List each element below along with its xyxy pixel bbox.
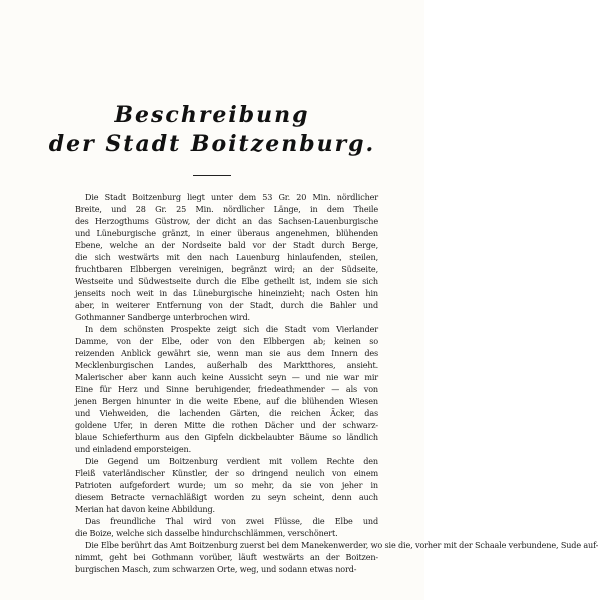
text-line: diesem Betracte vernachläßigt worden zu seyn scheint, denn auch — [75, 492, 378, 502]
text-line: burgischen Masch, zum schwarzen Orte, weg, und sodann etwas nord- — [75, 564, 357, 574]
text-line: und einladend emporsteigen. — [75, 444, 192, 454]
text-line: Das freundliche Thal wird von zwei Flüsse, die Elbe und — [85, 516, 378, 526]
text-line: blaue Schieferthurm aus den Gipfeln dickbelaubter Bäume so ländlich — [75, 432, 378, 442]
text-line: Mecklenburgischen Landes, außerhalb des Marktthores, ansieht. — [75, 360, 378, 370]
title-line-1: Beschreibung — [114, 102, 310, 128]
text-line: Breite, und 28 Gr. 25 Min. nördlicher Länge, in dem Theile — [75, 204, 378, 214]
text-line: Die Gegend um Boitzenburg verdient mit vollem Rechte den — [85, 456, 378, 466]
text-line: Damme, von der Elbe, oder von den Elbbergen ab; keinen so — [75, 336, 378, 346]
text-line: Die Elbe berührt das Amt Boitzenburg zuerst bei dem Manekenwerder, wo sie die, vorher mit der Schaale verbundene, Sude auf- — [85, 540, 598, 550]
text-line: die sich westwärts mit den nach Lauenburg hinlaufenden, steilen, — [75, 252, 378, 262]
text-line: Die Stadt Boitzenburg liegt unter dem 53 Gr. 20 Min. nördlicher — [85, 192, 378, 202]
text-line: reizenden Anblick gewährt sie, wenn man sie aus dem Innern des — [75, 348, 378, 358]
title-rule — [193, 175, 231, 176]
text-line: jenen Bergen hinunter in die weite Ebene, auf die blühenden Wiesen — [75, 396, 378, 406]
text-line: des Herzogthums Güstrow, der dicht an das Sachsen-Lauenburgische — [75, 216, 378, 226]
text-line: jenseits noch weit in das Lüneburgische hineinzieht; nach Osten hin — [75, 288, 378, 298]
text-line: Eine für Herz und Sinne beruhigender, friedeathmender — als von — [75, 384, 378, 394]
title-line-2: der Stadt Boitzenburg. — [48, 131, 376, 157]
text-line: nimmt, geht bei Gothmann vorüber, läuft westwärts an der Boitzen- — [75, 552, 378, 562]
text-line: Patrioten aufgefordert wurde; um so mehr, da sie von jeher in — [75, 480, 378, 490]
text-line: Gothmanner Sandberge unterbrochen wird. — [75, 312, 250, 322]
text-line: Fleiß vaterländischer Künstler, der so dringend neulich von einem — [75, 468, 378, 478]
text-line: die Boize, welche sich dasselbe hindurchschlämmen, verschönert. — [75, 528, 338, 538]
text-line: aber, in weiterer Entfernung von der Stadt, durch die Bahler und — [75, 300, 378, 310]
text-line: goldene Ufer, in deren Mitte die rothen Dächer und der schwarz- — [75, 420, 378, 430]
text-line: fruchtbaren Elbbergen vereinigen, begränzt wird; an der Südseite, — [75, 264, 378, 274]
text-line: Ebene, welche an der Nordseite bald vor der Stadt durch Berge, — [75, 240, 378, 250]
text-line: und Viehweiden, die lachenden Gärten, die reichen Äcker, das — [75, 408, 378, 418]
text-line: Westseite und Südwestseite durch die Elbe getheilt ist, indem sie sich — [75, 276, 378, 286]
body-text — [75, 191, 598, 575]
text-line: Merian hat davon keine Abbildung. — [75, 504, 215, 514]
text-line: In dem schönsten Prospekte zeigt sich die Stadt vom Vierlander — [85, 324, 378, 334]
text-line: und Lüneburgische gränzt, in einer überaus angenehmen, blühenden — [75, 228, 378, 238]
text-line: Malerischer aber kann auch keine Aussicht seyn — und nie war mir — [75, 372, 378, 382]
